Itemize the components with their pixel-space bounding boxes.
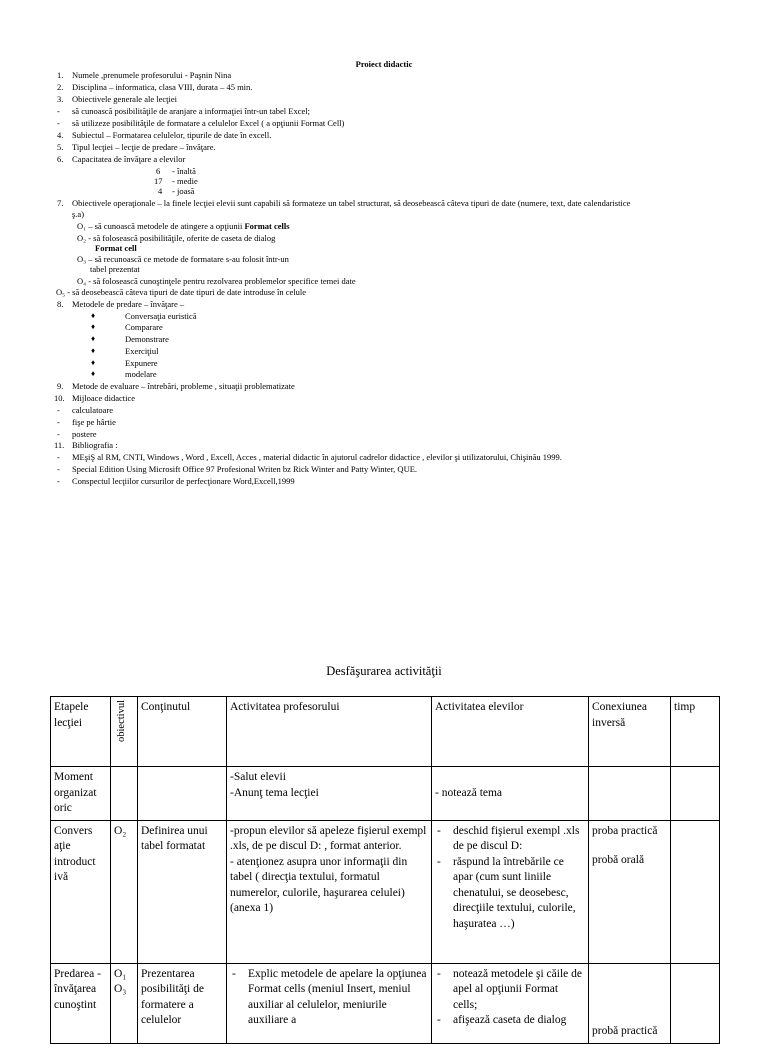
objective-o2: O₂ - să folosească posibilităţile, oferite de caseta de dialog — [77, 233, 276, 243]
cell-content: Prezentarea posibilităţi de formatere a celulelor — [138, 963, 227, 1043]
item-didactic-means: Mijloace didactice — [72, 393, 136, 403]
item-discipline: Disciplina – informatica, clasa VIII, durata – 45 min. — [72, 82, 253, 92]
cell-feedback — [589, 767, 671, 821]
cell-objective — [111, 767, 138, 821]
capacity-label: - înaltă — [172, 166, 196, 176]
item-bibliography: Bibliografia : — [72, 440, 118, 450]
cell-objective: O₁ O₃ — [111, 963, 138, 1043]
cell-teacher-activity: -propun elevilor să apeleze fişierul exempl .xls, de pe discul D: , format anterior. - atenţionez asupra unor informaţii din tabel ( direcţia textului, formatul numerelor, culorile, haşurarea celulei) (anexa 1) — [227, 820, 432, 963]
cell-stage: Predarea - învăţarea cunoştint — [51, 963, 111, 1043]
header-feedback: Conexiunea inversă — [589, 697, 671, 767]
capacity-label: - joasă — [172, 186, 195, 196]
capacity-label: - medie — [172, 176, 198, 186]
bibliography-entry: MEşiŞ al RM, CNTI, Windows , Word , Excell, Acces , material didactic în ajutorul cadrelor didactice , elevilor şi utilizatorului, Chişinău 1999. — [72, 452, 562, 462]
item-dash: - — [57, 405, 60, 415]
item-number: 4. — [57, 130, 64, 140]
cell-time — [671, 820, 720, 963]
table-row — [51, 963, 720, 1043]
objective-o3-cont: tabel prezentat — [90, 264, 140, 274]
bibliography-entry: Conspectul lecţiilor cursurilor de perfecţionare Word,Excell,1999 — [72, 476, 295, 486]
item-teaching-methods: Metodele de predare – învăţare – — [72, 299, 185, 309]
item-dash: - — [57, 452, 60, 462]
item-number: 11. — [54, 440, 65, 450]
item-number: 5. — [57, 142, 64, 152]
cell-stage: Convers aţie introduct ivă — [51, 820, 111, 963]
cell-time — [671, 963, 720, 1043]
item-learning-capacity: Capacitatea de învăţare a elevilor — [72, 154, 186, 164]
project-outline — [0, 0, 768, 500]
cell-feedback: probă practică — [589, 963, 671, 1043]
item-number: 1. — [57, 70, 64, 80]
section-title: Desfăşurarea activităţii — [326, 664, 442, 678]
item-lesson-type: Tipul lecţiei – lecţie de predare – învăţare. — [72, 142, 216, 152]
objective-o4: O₄ - să folosească cunoştinţele pentru rezolvarea problemelor specifice temei date — [77, 276, 356, 286]
cell-objective: O₂ — [111, 820, 138, 963]
header-teacher-activity: Activitatea profesorului — [227, 697, 432, 767]
capacity-number: 6 — [156, 166, 161, 176]
item-operational-objectives-cont: ş.a) — [72, 209, 85, 219]
header-student-activity: Activitatea elevilor — [432, 697, 589, 767]
activity-table — [50, 696, 720, 1044]
diamond-bullet-icon: ♦ — [91, 369, 96, 378]
item-number: 7. — [57, 198, 64, 208]
cell-content: Definirea unui tabel formatat — [138, 820, 227, 963]
table-header-row — [51, 697, 720, 767]
method-item: Demonstrare — [125, 334, 169, 344]
cell-stage: Moment organizat oric — [51, 767, 111, 821]
general-objective-2: să utilizeze posibilităţile de formatare a celulelor Excel ( a opţiunii Format Cell) — [72, 118, 345, 128]
item-dash: - — [57, 118, 60, 128]
objective-o5: O₅ - să deosebească câteva tipuri de date tipuri de date introduse în celule — [56, 287, 307, 297]
capacity-number: 17 — [154, 176, 163, 186]
capacity-number: 4 — [158, 186, 163, 196]
diamond-bullet-icon: ♦ — [91, 322, 96, 331]
table-row — [51, 820, 720, 963]
cell-time — [671, 767, 720, 821]
table-row — [51, 767, 720, 821]
item-subject: Subiectul – Formatarea celulelor, tipurile de date în excell. — [72, 130, 272, 140]
header-content: Conţinutul — [138, 697, 227, 767]
item-dash: - — [57, 476, 60, 486]
header-time: timp — [671, 697, 720, 767]
header-stages: Etapele lecţiei — [51, 697, 111, 767]
header-objective: obiectivul — [111, 697, 138, 767]
cell-feedback: proba practică probă orală — [589, 820, 671, 963]
item-number: 6. — [57, 154, 64, 164]
method-item: modelare — [125, 369, 157, 379]
means-item: postere — [72, 429, 97, 439]
objective-o2-cont: Format cell — [95, 243, 137, 253]
cell-teacher-activity: - Explic metodele de apelare la opţiunea Format cells (meniul Insert, meniul auxiliar al celulelor, meniurile auxiliare a — [227, 963, 432, 1043]
diamond-bullet-icon: ♦ — [91, 358, 96, 367]
item-dash: - — [57, 417, 60, 427]
cell-teacher-activity: -Salut elevii -Anunţ tema lecţiei — [227, 767, 432, 821]
diamond-bullet-icon: ♦ — [91, 311, 96, 320]
cell-student-activity: - notează tema — [432, 767, 589, 821]
means-item: fişe pe hârtie — [72, 417, 116, 427]
document-title: Proiect didactic — [355, 59, 413, 69]
means-item: calculatoare — [72, 405, 114, 415]
item-evaluation-methods: Metode de evaluare – întrebări, probleme , situaţii problematizate — [72, 381, 295, 391]
item-number: 9. — [57, 381, 64, 391]
item-number: 10. — [54, 393, 65, 403]
method-item: Conversaţia euristică — [125, 311, 197, 321]
diamond-bullet-icon: ♦ — [91, 334, 96, 343]
method-item: Comparare — [125, 322, 163, 332]
method-item: Exerciţiul — [125, 346, 159, 356]
item-dash: - — [57, 106, 60, 116]
item-number: 2. — [57, 82, 64, 92]
item-number: 8. — [57, 299, 64, 309]
item-general-objectives: Obiectivele generale ale lecţiei — [72, 94, 178, 104]
objective-o3: O₃ – să recunoască ce metode de formatare s-au folosit într-un — [77, 254, 289, 264]
item-operational-objectives: Obiectivele operaţionale – la finele lecţiei elevii sunt capabili să formateze un tabel structurat, să deosebească câteva tipuri de date (numere, text, date calendaristice — [72, 198, 631, 208]
diamond-bullet-icon: ♦ — [91, 346, 96, 355]
cell-student-activity: - deschid fişierul exempl .xls de pe discul D: - răspund la întrebările ce apar (cum sunt liniile chenatului, se deosebesc, direcţiile textului, culorile, haşuratea …) — [432, 820, 589, 963]
item-number: 3. — [57, 94, 64, 104]
cell-content — [138, 767, 227, 821]
objective-o1: O₁ – să cunoască metodele de atingere a opţiunii Format cells — [77, 221, 290, 231]
method-item: Expunere — [125, 358, 158, 368]
item-teacher-name: Numele ,prenumele profesorului - Paşnin Nina — [72, 70, 232, 80]
general-objective-1: să cunoască posibilităţile de aranjare a informaţiei într-un tabel Excel; — [72, 106, 310, 116]
cell-student-activity: - notează metodele şi căile de apel al opţiunii Format cells; - afişează caseta de dialog — [432, 963, 589, 1043]
item-dash: - — [57, 464, 60, 474]
item-dash: - — [57, 429, 60, 439]
bibliography-entry: Special Edition Using Microsift Office 97 Profesional Writen bz Rick Winter and Patty Winter, QUE. — [72, 464, 418, 474]
